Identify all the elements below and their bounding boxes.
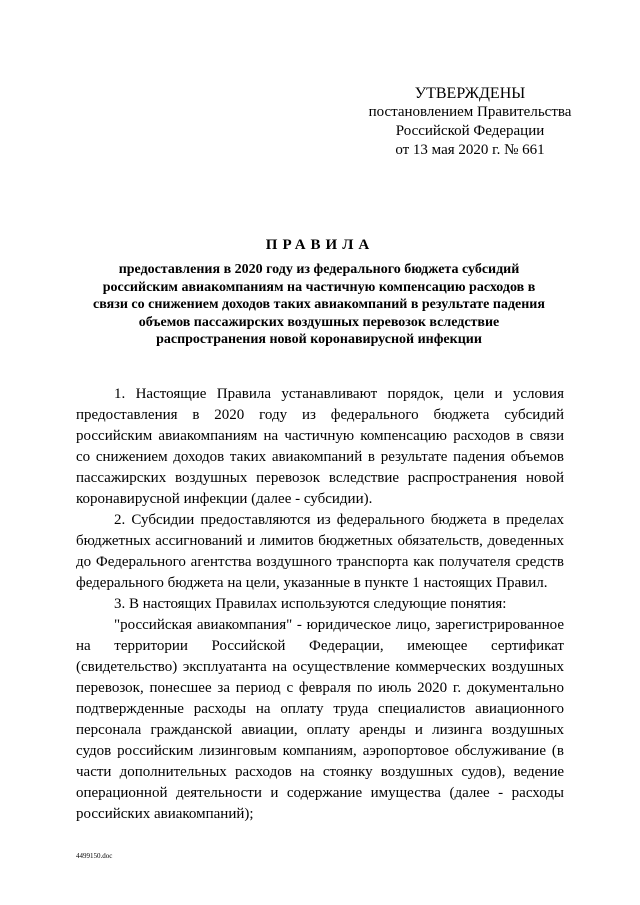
paragraph-2: 2. Субсидии предоставляются из федерального бюджета в пределах бюджетных ассигнований и лимитов бюджетных обязательств, доведенных до Федерального агентства воздушного транспорта как получателя средств федерального бюджета на цели, указанные в пункте 1 настоящих Правил. [76, 512, 564, 591]
approval-line-1: постановлением Правительства [368, 104, 572, 120]
approval-title: УТВЕРЖДЕНЫ [414, 85, 526, 102]
file-reference: 4499150.doc [76, 852, 113, 860]
paragraph-3: 3. В настоящих Правилах используются следующие понятия: [114, 596, 507, 612]
paragraph-definition: "российская авиакомпания" - юридическое лицо, зарегистрированное на территории Российской Федерации, имеющее сертификат (свидетельство) эксплуатанта на осуществление коммерческих воздушных перевозок, понесшее за период с февраля по июль 2020 г. документально подтвержденные расходы на оплату труда специалистов авиационного персонала гражданской авиации, оплату аренды и лизинга воздушных судов российским лизинговым компаниям, аэропортовое обслуживание (в части дополнительных расходов на стоянку воздушных судов), ведение операционной деятельности и содержание имущества (далее - расходы российских авиакомпаний); [76, 617, 564, 822]
approval-line-3: от 13 мая 2020 г. № 661 [395, 142, 545, 158]
document-title: ПРАВИЛА [265, 237, 375, 253]
approval-block [340, 84, 600, 160]
document-subtitle: предоставления в 2020 году из федерального бюджета субсидий российским авиакомпаниям на частичную компенсацию расходов в связи со снижением доходов таких авиакомпаний в результате падения объемов пассажирских воздушных перевозок вследствие распространения новой коронавирусной инфекции [93, 262, 545, 347]
document-body [76, 384, 564, 825]
paragraph-1: 1. Настоящие Правила устанавливают порядок, цели и условия предоставления в 2020 году из федерального бюджета субсидий российским авиакомпаниям на частичную компенсацию расходов в связи со снижением доходов таких авиакомпаний в результате падения объемов пассажирских воздушных перевозок вследствие распространения новой коронавирусной инфекции (далее - субсидии). [76, 386, 564, 507]
approval-line-2: Российской Федерации [395, 123, 545, 139]
